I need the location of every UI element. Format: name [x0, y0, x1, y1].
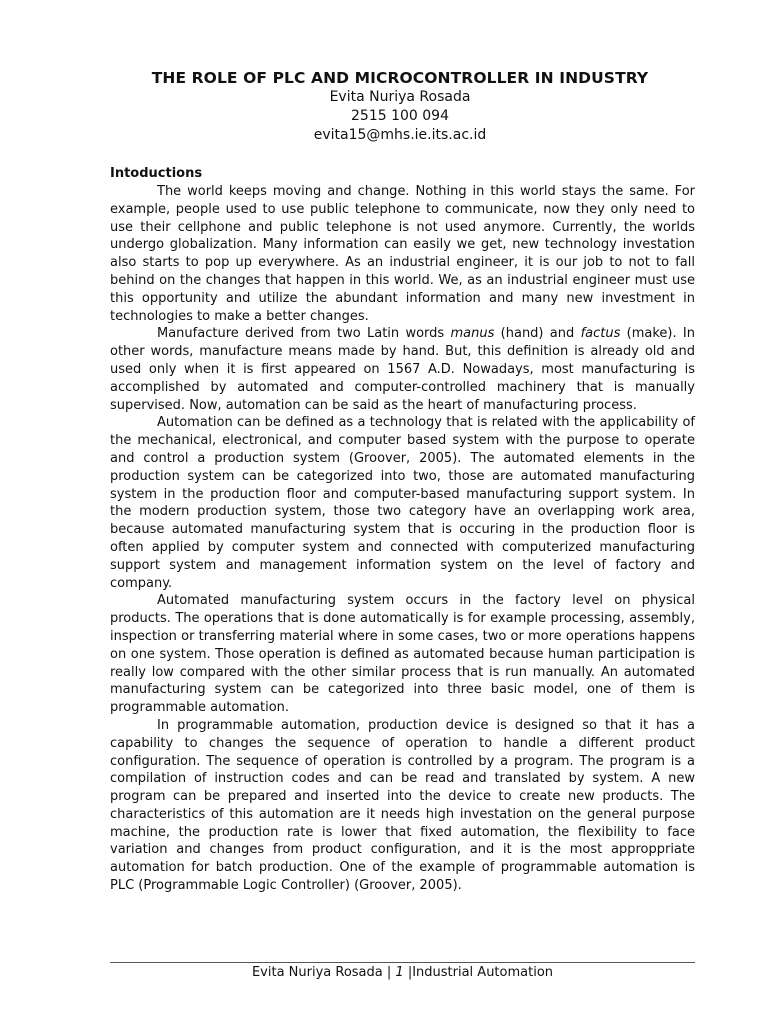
latin-word-factus: factus — [580, 326, 621, 342]
paragraph-2-text-c: (make). In other words, manufacture means made by hand. But, this definition is already old and used only when it is first appeared on 1567 A.D. Nowadays, most manufacturing is accomplished by automated and computer-controlled machinery that is manually supervised. Now, automation can be said as the heart of manufacturing process. — [110, 326, 696, 413]
paragraph-2-text-a: Manufacture derived from two Latin words — [157, 326, 451, 342]
footer-separator: | — [403, 965, 413, 980]
document-body — [110, 165, 695, 895]
footer-separator: | — [382, 965, 396, 980]
paragraph-2 — [110, 325, 695, 414]
paragraph-1: The world keeps moving and change. Nothing in this world stays the same. For example, people used to use public telephone to communicate, now they only need to use their cellphone and public telephone is not used anymore. Currently, the worlds undergo globalization. Many information can easily we get, new technology investation also starts to pop up everywhere. As an industrial engineer, it is our job to not to fall behind on the changes that happen in this world. We, as an industrial engineer must use this opportunity and utilize the abundant information and many new investment in technologies to make a better changes. — [110, 184, 695, 324]
footer-author: Evita Nuriya Rosada — [251, 965, 383, 980]
page-footer — [110, 964, 695, 982]
document-title: THE ROLE OF PLC AND MICROCONTROLLER IN INDUSTRY — [151, 69, 649, 87]
paragraph-3: Automation can be defined as a technology that is related with the applicability of the mechanical, electronical, and computer based system with the purpose to operate and control a production system (Groover, 2005). The automated elements in the production system can be categorized into two, those are automated manufacturing system in the production floor and computer-based manufacturing support system. In the modern production system, those two category have an overlapping work area, because automated manufacturing system that is occuring in the production floor is often applied by computer system and connected with computerized manufacturing support system and management information system on the level of factory and company. — [110, 415, 695, 591]
student-id: 2515 100 094 — [351, 108, 449, 124]
footer-divider — [110, 962, 695, 963]
title-block — [100, 68, 700, 145]
paragraph-2-text-b: (hand) and — [494, 326, 581, 342]
section-heading: Intoductions — [110, 166, 203, 181]
footer-page-number: 1 — [395, 965, 404, 980]
author-email: evita15@mhs.ie.its.ac.id — [313, 127, 487, 143]
latin-word-manus: manus — [450, 326, 495, 342]
footer-course: Industrial Automation — [412, 965, 554, 980]
paragraph-5: In programmable automation, production device is designed so that it has a capability to changes the sequence of operation to handle a different product configuration. The sequence of operation is controlled by a program. The program is a compilation of instruction codes and can be read and translated by system. A new program can be prepared and inserted into the device to create new products. The characteristics of this automation are it needs high investation on the general purpose machine, the production rate is lower that fixed automation, the flexibility to face variation and changes from product configuration, and it is the most approppriate automation for batch production. One of the example of programmable automation is PLC (Programmable Logic Controller) (Groover, 2005). — [110, 717, 695, 894]
author-name: Evita Nuriya Rosada — [329, 89, 471, 105]
paragraph-4: Automated manufacturing system occurs in the factory level on physical products. The operations that is done automatically is for example processing, assembly, inspection or transferring material where in some cases, two or more operations happens on one system. Those operation is defined as automated because human participation is really low compared with the other similar process that is run manually. An automated manufacturing system can be categorized into three basic model, one of them is programmable automation. — [110, 593, 695, 716]
